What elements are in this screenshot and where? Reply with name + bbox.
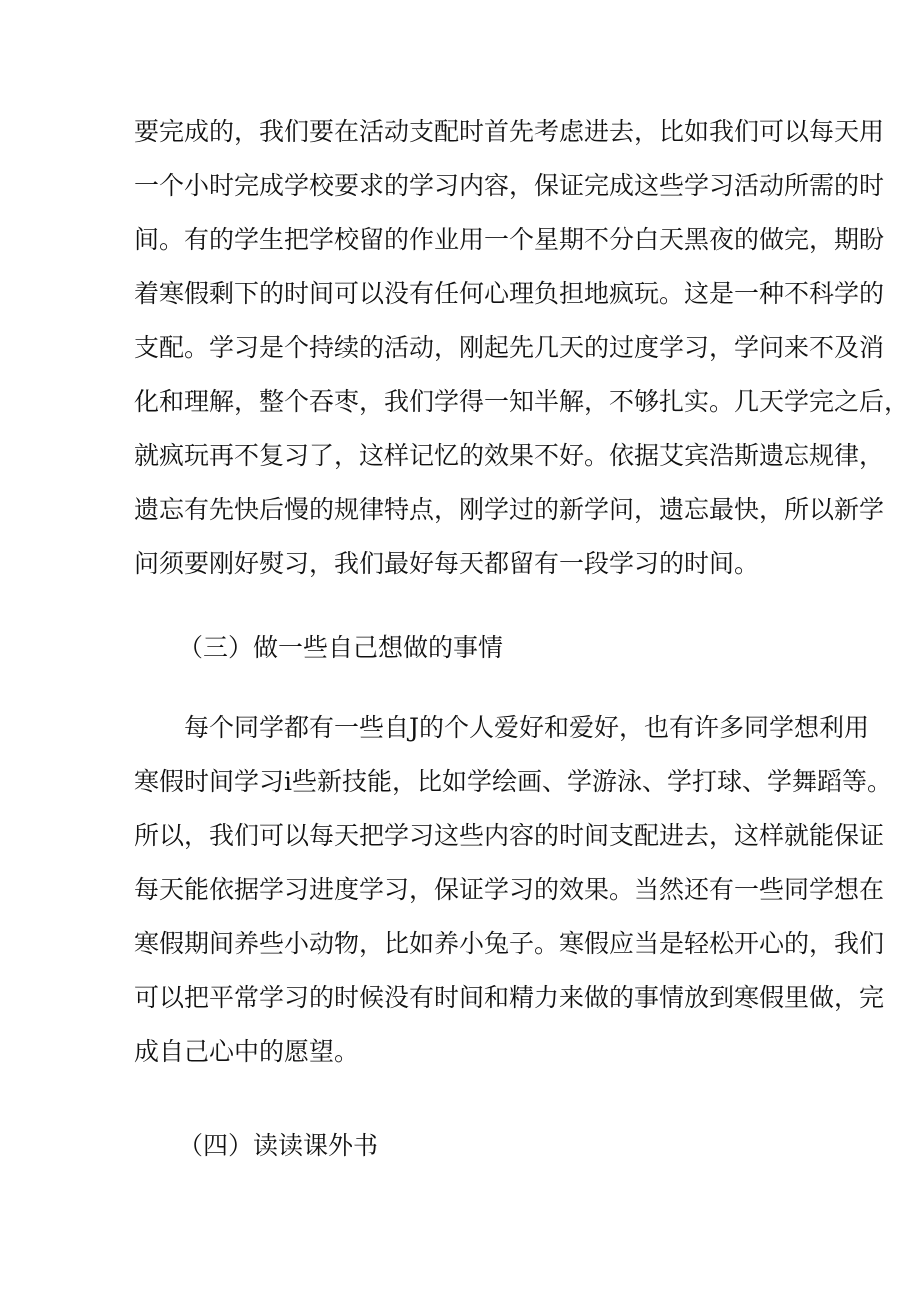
paragraph-1-line-8: 遗忘有先快后慢的规律特点，刚学过的新学问，遗忘最快，所以新学	[134, 495, 885, 524]
paragraph-1-line-4: 着寒假剩下的时间可以没有任何心理负担地疯玩。这是一种不科学的	[134, 279, 885, 308]
paragraph-1-line-9: 问须要刚好熨习，我们最好每天都留有一段学习的时间。	[134, 549, 760, 578]
paragraph-2-line-3: 所以，我们可以每天把学习这些内容的时间支配进去，这样就能保证	[134, 821, 885, 850]
paragraph-1-line-5: 支配。学习是个持续的活动，刚起先几天的过度学习，学问来不及消	[134, 333, 885, 362]
paragraph-2-line-7: 成自己心中的愿望。	[134, 1037, 360, 1066]
paragraph-1-line-2: 一个小时完成学校要求的学习内容，保证完成这些学习活动所需的时	[134, 171, 885, 200]
paragraph-1-line-3: 间。有的学生把学校留的作业用一个星期不分白天黑夜的做完，期盼	[134, 225, 885, 254]
paragraph-2-line-1: 每个同学都有一些自J的个人爱好和爱好，也有许多同学想利用	[184, 713, 870, 742]
paragraph-1-line-7: 就疯玩再不复习了，这样记忆的效果不好。依据艾宾浩斯遗忘规律，	[134, 441, 885, 470]
paragraph-1-line-1: 要完成的，我们要在活动支配时首先考虑进去，比如我们可以每天用	[134, 117, 885, 146]
paragraph-2-line-6: 可以把平常学习的时候没有时间和精力来做的事情放到寒假里做，完	[134, 983, 885, 1012]
section-heading-4: （四）读读课外书	[178, 1131, 379, 1160]
paragraph-2-line-5: 寒假期间养些小动物，比如养小兔子。寒假应当是轻松开心的，我们	[134, 929, 885, 958]
paragraph-2-line-2: 寒假时间学习i些新技能，比如学绘画、学游泳、学打球、学舞蹈等。	[134, 767, 892, 796]
paragraph-2-line-4: 每天能依据学习进度学习，保证学习的效果。当然还有一些同学想在	[134, 875, 885, 904]
section-heading-3: （三）做一些自己想做的事情	[178, 633, 504, 662]
paragraph-1-line-6: 化和理解，整个吞枣，我们学得一知半解，不够扎实。几天学完之后，	[134, 387, 910, 416]
